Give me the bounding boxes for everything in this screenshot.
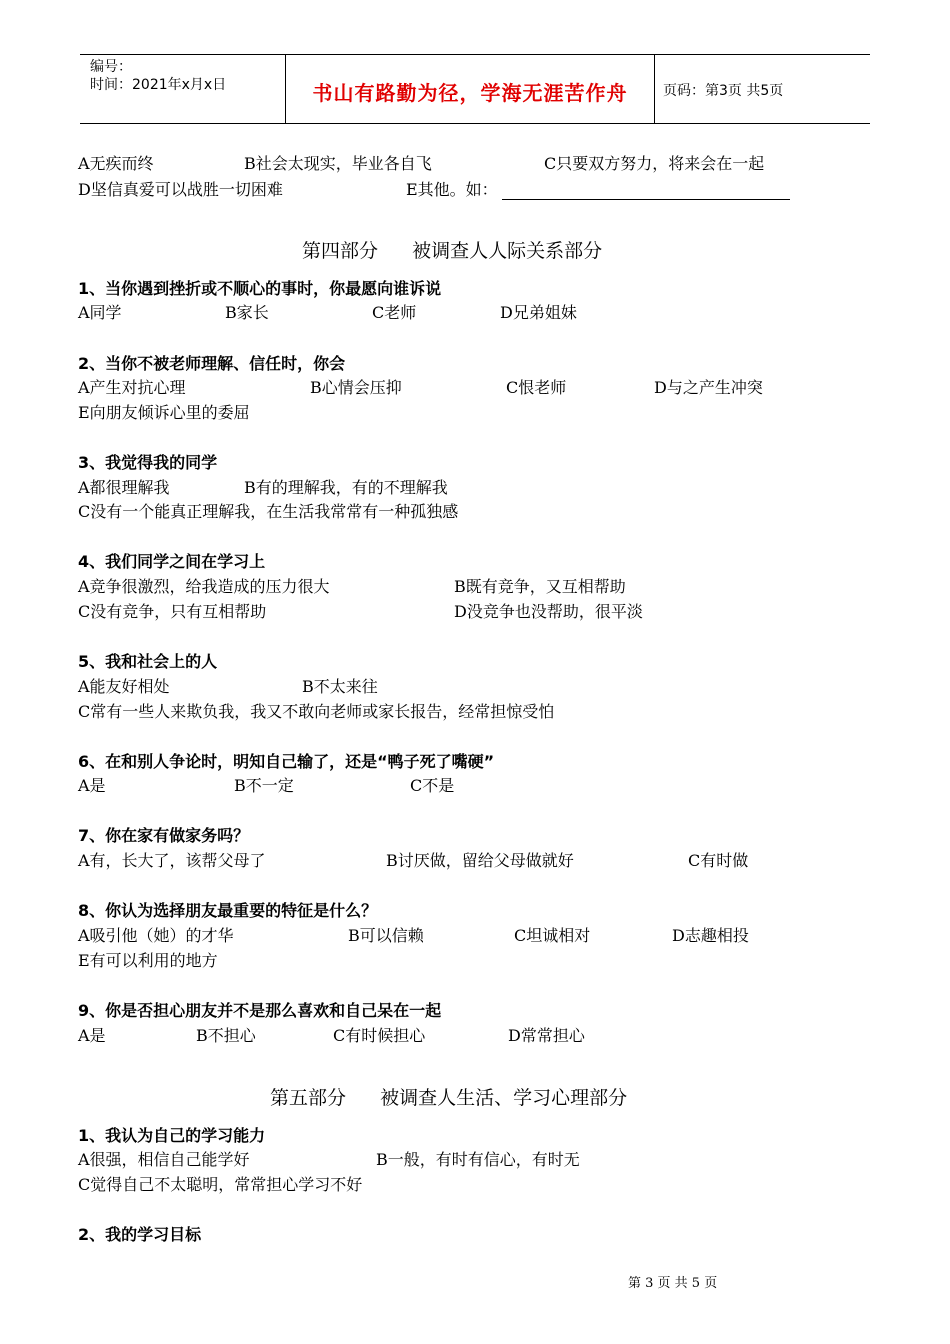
question-title: 1、当你遇到挫折或不顺心的事时，你最愿向谁诉说	[78, 279, 442, 298]
number-label: 编号：	[90, 59, 132, 75]
option[interactable]: A吸引他（她）的才华	[78, 926, 234, 945]
option[interactable]: A是	[78, 1026, 106, 1045]
option[interactable]: B既有竞争，又互相帮助	[454, 577, 626, 596]
option[interactable]: C有时候担心	[333, 1026, 426, 1045]
question-title: 7、你在家有做家务吗？	[78, 826, 250, 845]
option[interactable]: D与之产生冲突	[654, 378, 763, 397]
option[interactable]: D志趣相投	[672, 926, 749, 945]
option: D坚信真爱可以战胜一切困难	[78, 180, 283, 199]
question-title: 3、我觉得我的同学	[78, 453, 218, 472]
option[interactable]: D没竞争也没帮助，很平淡	[454, 602, 643, 621]
option[interactable]: D兄弟姐妹	[500, 303, 577, 322]
header-meta	[90, 58, 280, 94]
section-title	[302, 239, 602, 263]
option[interactable]: A是	[78, 776, 106, 795]
section-number: 第五部分	[270, 1087, 347, 1109]
option: A无疾而终	[78, 154, 154, 173]
question-title: 5、我和社会上的人	[78, 652, 218, 671]
page-code: 页码：第3页 共5页	[663, 83, 784, 99]
option[interactable]: C坦诚相对	[514, 926, 591, 945]
option[interactable]: B不担心	[196, 1026, 256, 1045]
page-footer: 第 3 页 共 5 页	[628, 1276, 718, 1291]
question-title: 6、在和别人争论时，明知自己输了，还是“鸭子死了嘴硬”	[78, 752, 495, 771]
option[interactable]: C觉得自己不太聪明，常常担心学习不好	[78, 1175, 363, 1194]
motto: 书山有路勤为径，学海无涯苦作舟	[312, 81, 628, 105]
option[interactable]: B不一定	[234, 776, 294, 795]
option[interactable]: C常有一些人来欺负我，我又不敢向老师或家长报告，经常担惊受怕	[78, 702, 555, 721]
option[interactable]: B不太来往	[302, 677, 378, 696]
question-title: 2、当你不被老师理解、信任时，你会	[78, 354, 346, 373]
section-subtitle: 被调查人人际关系部分	[412, 240, 603, 262]
option[interactable]: E有可以利用的地方	[78, 951, 218, 970]
option[interactable]: C老师	[372, 303, 417, 322]
question-title: 4、我们同学之间在学习上	[78, 552, 266, 571]
option[interactable]: B讨厌做，留给父母做就好	[386, 851, 574, 870]
option[interactable]: A都很理解我	[78, 478, 170, 497]
option-other	[406, 180, 790, 200]
question-title: 1、我认为自己的学习能力	[78, 1126, 266, 1145]
option[interactable]: E向朋友倾诉心里的委屈	[78, 403, 250, 422]
header-motto-cell	[285, 55, 655, 123]
option[interactable]: C不是	[410, 776, 455, 795]
option[interactable]: B家长	[225, 303, 269, 322]
time-label: 时间：2021年x月x日	[90, 77, 227, 93]
section-number: 第四部分	[302, 240, 379, 262]
option: E其他。如：	[406, 180, 498, 199]
option[interactable]: B一般，有时有信心，有时无	[376, 1150, 580, 1169]
option: B社会太现实，毕业各自飞	[244, 154, 432, 173]
question-title: 9、你是否担心朋友并不是那么喜欢和自己呆在一起	[78, 1001, 442, 1020]
option[interactable]: B可以信赖	[348, 926, 424, 945]
option[interactable]: B心情会压抑	[310, 378, 402, 397]
section-title	[270, 1086, 627, 1110]
option[interactable]: D常常担心	[508, 1026, 585, 1045]
option[interactable]: C恨老师	[506, 378, 567, 397]
option[interactable]: A同学	[78, 303, 122, 322]
option[interactable]: C没有一个能真正理解我，在生活我常常有一种孤独感	[78, 502, 459, 521]
option[interactable]: B有的理解我，有的不理解我	[244, 478, 448, 497]
section-subtitle: 被调查人生活、学习心理部分	[380, 1087, 628, 1109]
question-title: 2、我的学习目标	[78, 1225, 202, 1244]
option[interactable]: C没有竞争，只有互相帮助	[78, 602, 267, 621]
option[interactable]: A很强，相信自己能学好	[78, 1150, 250, 1169]
option[interactable]: A产生对抗心理	[78, 378, 186, 397]
option[interactable]: A竞争很激烈，给我造成的压力很大	[78, 577, 330, 596]
page-header	[80, 54, 870, 124]
option[interactable]: A能友好相处	[78, 677, 170, 696]
option[interactable]: C有时做	[688, 851, 749, 870]
option: C只要双方努力，将来会在一起	[544, 154, 765, 173]
question-title: 8、你认为选择朋友最重要的特征是什么？	[78, 901, 378, 920]
option[interactable]: A有，长大了，该帮父母了	[78, 851, 266, 870]
fill-blank[interactable]	[502, 183, 790, 200]
